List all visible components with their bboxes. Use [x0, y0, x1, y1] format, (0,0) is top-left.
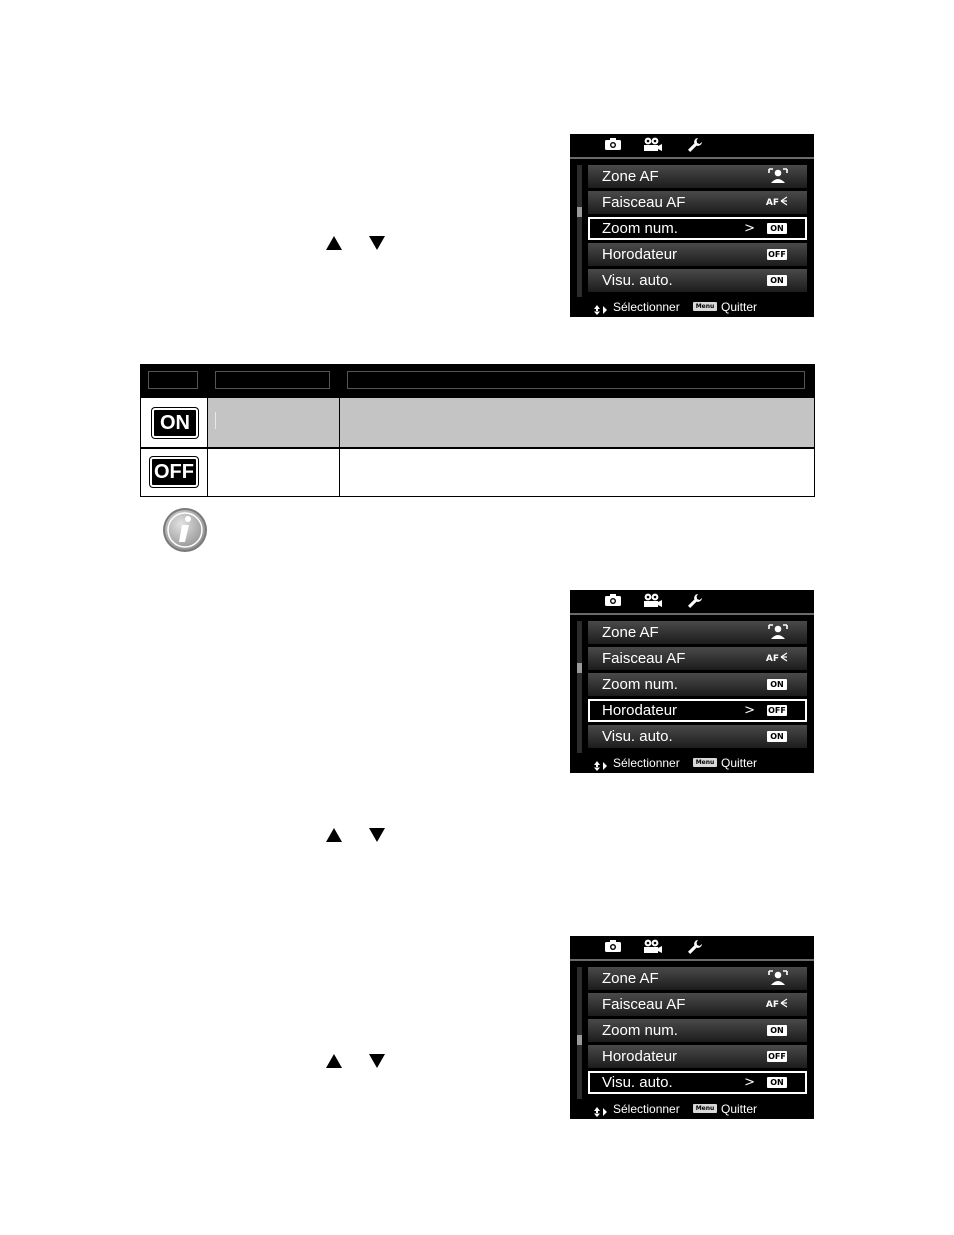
menu-scrollbar[interactable] — [577, 165, 582, 297]
face-af-icon — [768, 168, 788, 184]
nav-arrows-2 — [322, 826, 392, 846]
wrench-tab-icon[interactable] — [687, 593, 703, 609]
down-arrow-icon — [369, 1054, 385, 1068]
menu-scrollbar[interactable] — [577, 621, 582, 753]
menu-item-label: Horodateur — [602, 702, 678, 719]
footer-select-label: Sélectionner — [613, 1102, 680, 1116]
up-arrow-icon — [326, 236, 342, 250]
menu-button-chip: Menu — [693, 1104, 717, 1113]
wrench-tab-icon[interactable] — [687, 137, 703, 153]
menu-item-label: Visu. auto. — [602, 728, 673, 745]
setting-value-badge: OFF — [768, 1052, 786, 1061]
menu-item[interactable] — [588, 647, 807, 670]
menu-footer — [570, 298, 814, 317]
header-cell-description — [347, 371, 805, 389]
scrollbar-thumb[interactable] — [577, 1035, 582, 1045]
menu-item-label: Zone AF — [602, 970, 659, 987]
up-arrow-icon — [326, 828, 342, 842]
scrollbar-thumb[interactable] — [577, 663, 582, 673]
tab-divider — [570, 157, 814, 159]
footer-quit-label: Quitter — [721, 300, 758, 314]
setting-value-badge: ON — [767, 223, 787, 234]
table-row-on — [140, 398, 815, 447]
table-divider — [207, 398, 208, 497]
beam-rays-icon — [779, 654, 788, 664]
menu-item-label: Visu. auto. — [602, 1074, 673, 1091]
menu-item[interactable] — [588, 725, 807, 748]
video-tab-icon[interactable] — [643, 939, 663, 955]
footer-select-label: Sélectionner — [613, 300, 680, 314]
tab-divider — [570, 613, 814, 615]
menu-button-chip: Menu — [693, 302, 717, 311]
menu-item-label: Zoom num. — [602, 1022, 678, 1039]
menu-tab-bar — [570, 936, 814, 959]
camera-menu-screen-3 — [570, 936, 814, 1119]
menu-item[interactable] — [588, 1019, 807, 1042]
menu-item-label: Faisceau AF — [602, 194, 686, 211]
menu-item-label: Faisceau AF — [602, 650, 686, 667]
nav-arrows-1 — [322, 234, 392, 254]
menu-item[interactable] — [588, 243, 807, 266]
af-beam-icon — [766, 998, 788, 1011]
camera-menu-screen-1 — [570, 134, 814, 317]
down-arrow-icon — [369, 236, 385, 250]
video-tab-icon[interactable] — [643, 593, 663, 609]
menu-item-label: Faisceau AF — [602, 996, 686, 1013]
menu-item-label: Zoom num. — [602, 676, 678, 693]
up-down-nav-icon — [594, 301, 608, 317]
menu-item[interactable] — [588, 673, 807, 696]
face-af-icon — [768, 624, 788, 640]
footer-quit-label: Quitter — [721, 756, 758, 770]
af-beam-icon — [766, 196, 788, 209]
camera-tab-icon[interactable] — [605, 137, 621, 153]
menu-item[interactable] — [588, 1071, 807, 1094]
menu-item[interactable] — [588, 217, 807, 240]
af-beam-text: AF — [765, 198, 779, 208]
chevron-right-icon: > — [744, 1075, 755, 1090]
menu-scrollbar[interactable] — [577, 967, 582, 1099]
menu-item-label: Zoom num. — [602, 220, 678, 237]
menu-item[interactable] — [588, 967, 807, 990]
af-beam-text: AF — [765, 1000, 779, 1010]
up-arrow-icon — [326, 1054, 342, 1068]
down-arrow-icon — [369, 828, 385, 842]
chevron-right-icon: > — [744, 703, 755, 718]
chevron-right-icon: > — [744, 221, 755, 236]
up-down-nav-icon — [594, 757, 608, 773]
setting-value-badge: ON — [767, 679, 787, 690]
menu-tab-bar — [570, 134, 814, 157]
menu-item-label: Visu. auto. — [602, 272, 673, 289]
off-badge-icon: OFF — [150, 457, 198, 487]
beam-rays-icon — [779, 1000, 788, 1010]
table-divider — [140, 447, 815, 448]
setting-value-badge: OFF — [768, 706, 786, 715]
menu-item[interactable] — [588, 165, 807, 188]
menu-item-label: Zone AF — [602, 168, 659, 185]
camera-tab-icon[interactable] — [605, 939, 621, 955]
menu-item-label: Zone AF — [602, 624, 659, 641]
beam-rays-icon — [779, 198, 788, 208]
menu-item[interactable] — [588, 993, 807, 1016]
menu-footer — [570, 754, 814, 773]
header-cell-item — [215, 371, 330, 389]
setting-value-badge: ON — [767, 731, 787, 742]
table-row-off — [140, 448, 815, 497]
menu-button-chip: Menu — [693, 758, 717, 767]
nav-arrows-3 — [322, 1052, 392, 1072]
menu-item[interactable] — [588, 269, 807, 292]
menu-item-label: Horodateur — [602, 246, 678, 263]
menu-tab-bar — [570, 590, 814, 613]
setting-value-badge: ON — [767, 1077, 787, 1088]
tab-divider — [570, 959, 814, 961]
scrollbar-thumb[interactable] — [577, 207, 582, 217]
on-badge-icon: ON — [152, 408, 198, 438]
camera-tab-icon[interactable] — [605, 593, 621, 609]
zoom-options-table — [140, 364, 815, 497]
af-beam-icon — [766, 652, 788, 665]
face-af-icon — [768, 970, 788, 986]
menu-footer — [570, 1100, 814, 1119]
header-cell-icon — [148, 371, 198, 389]
menu-item[interactable] — [588, 1045, 807, 1068]
footer-quit-label: Quitter — [721, 1102, 758, 1116]
up-down-nav-icon — [594, 1103, 608, 1119]
cell-rule — [215, 412, 216, 429]
table-divider — [339, 398, 340, 497]
menu-item[interactable] — [588, 699, 807, 722]
setting-value-badge: ON — [767, 1025, 787, 1036]
wrench-tab-icon[interactable] — [687, 939, 703, 955]
setting-value-badge: OFF — [768, 250, 786, 259]
af-beam-text: AF — [765, 654, 779, 664]
video-tab-icon[interactable] — [643, 137, 663, 153]
footer-select-label: Sélectionner — [613, 756, 680, 770]
menu-item[interactable] — [588, 621, 807, 644]
camera-menu-screen-2 — [570, 590, 814, 773]
menu-item-label: Horodateur — [602, 1048, 678, 1065]
setting-value-badge: ON — [767, 275, 787, 286]
menu-item[interactable] — [588, 191, 807, 214]
info-note-icon — [161, 506, 209, 554]
table-header — [140, 364, 815, 398]
